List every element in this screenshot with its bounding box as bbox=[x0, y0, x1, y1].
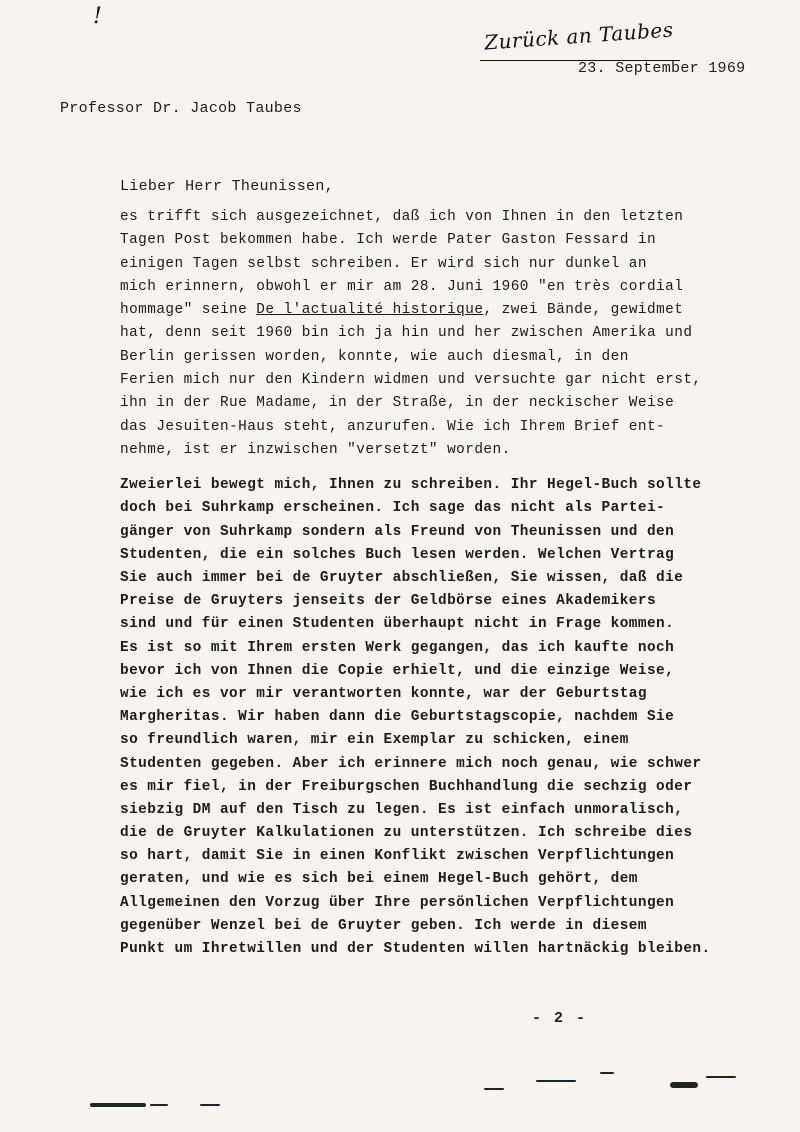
text-line: wie ich es vor mir verantworten konnte, war der Geburtstag bbox=[120, 685, 647, 702]
text-line: so hart, damit Sie in einen Konflikt zwischen Verpflichtungen bbox=[120, 848, 675, 865]
text-line: mich erinnern, obwohl er mir am 28. Juni 1960 "en très cordial bbox=[120, 278, 684, 295]
text-line: hat, denn seit 1960 bin ich ja hin und her zwischen Amerika und bbox=[120, 325, 693, 342]
text-line: Berlin gerissen worden, konnte, wie auch diesmal, in den bbox=[120, 348, 629, 365]
text-line: einigen Tagen selbst schreiben. Er wird sich nur dunkel an bbox=[120, 255, 647, 272]
salutation: Lieber Herr Theunissen, bbox=[120, 178, 334, 195]
text-line: die de Gruyter Kalkulationen zu unterstützen. Ich schreibe dies bbox=[120, 825, 693, 842]
text-line: geraten, und wie es sich bei einem Hegel-Buch gehört, dem bbox=[120, 871, 638, 888]
text-line: bevor ich von Ihnen die Copie erhielt, und die einzige Weise, bbox=[120, 662, 675, 679]
text-line bbox=[120, 299, 760, 322]
ink-smudge bbox=[536, 1080, 576, 1082]
text-line: doch bei Suhrkamp erscheinen. Ich sage das nicht als Partei- bbox=[120, 500, 666, 517]
book-title: De l'actualité historique bbox=[256, 302, 484, 319]
ink-smudge bbox=[670, 1082, 698, 1088]
paragraph bbox=[120, 206, 760, 462]
text-line: Preise de Gruyters jenseits der Geldbörse eines Akademikers bbox=[120, 593, 657, 610]
ink-smudge bbox=[600, 1072, 614, 1074]
text-line: das Jesuiten-Haus steht, anzurufen. Wie ich Ihrem Brief ent- bbox=[120, 418, 666, 435]
text-line: Studenten gegeben. Aber ich erinnere mich noch genau, wie schwer bbox=[120, 755, 702, 772]
page-number: - 2 - bbox=[532, 1010, 588, 1027]
text-line: Zweierlei bewegt mich, Ihnen zu schreiben. Ihr Hegel-Buch sollte bbox=[120, 477, 702, 494]
text-line: siebzig DM auf den Tisch zu legen. Es ist einfach unmoralisch, bbox=[120, 801, 684, 818]
text-line: Sie auch immer bei de Gruyter abschließen, Sie wissen, daß die bbox=[120, 570, 684, 587]
text-line: sind und für einen Studenten überhaupt nicht in Frage kommen. bbox=[120, 616, 675, 633]
recipient-line: Professor Dr. Jacob Taubes bbox=[60, 100, 302, 117]
text-line: Punkt um Ihretwillen und der Studenten willen hartnäckig bleiben. bbox=[120, 941, 711, 958]
margin-mark: ! bbox=[93, 4, 102, 29]
ink-smudge bbox=[200, 1104, 220, 1106]
letter-date: 23. September 1969 bbox=[578, 60, 746, 77]
text-line: Allgemeinen den Vorzug über Ihre persönlichen Verpflichtungen bbox=[120, 894, 675, 911]
text-line: nehme, ist er inzwischen "versetzt" worden. bbox=[120, 441, 511, 458]
text-line: Margheritas. Wir haben dann die Geburtstagscopie, nachdem Sie bbox=[120, 709, 675, 726]
text-line: gegenüber Wenzel bei de Gruyter geben. Ich werde in diesem bbox=[120, 917, 647, 934]
text-line: Studenten, die ein solches Buch lesen werden. Welchen Vertrag bbox=[120, 546, 675, 563]
text-line: gänger von Suhrkamp sondern als Freund von Theunissen und den bbox=[120, 523, 675, 540]
text-segment: , zwei Bände, gewidmet bbox=[483, 302, 684, 319]
text-line: ihn in der Rue Madame, in der Straße, in der neckischer Weise bbox=[120, 395, 675, 412]
paragraph bbox=[120, 474, 760, 961]
handwritten-note: Zurück an Taubes bbox=[483, 17, 675, 55]
text-line: Ferien mich nur den Kindern widmen und versuchte gar nicht erst, bbox=[120, 372, 702, 389]
text-line: es trifft sich ausgezeichnet, daß ich von Ihnen in den letzten bbox=[120, 209, 684, 225]
text-line: so freundlich waren, mir ein Exemplar zu schicken, einem bbox=[120, 732, 629, 749]
ink-smudge bbox=[484, 1088, 504, 1090]
letter-body bbox=[120, 206, 760, 973]
ink-smudge bbox=[150, 1104, 168, 1106]
ink-smudge bbox=[706, 1076, 736, 1078]
ink-smudge bbox=[90, 1103, 146, 1107]
text-line: Es ist so mit Ihrem ersten Werk gegangen, das ich kaufte noch bbox=[120, 639, 675, 656]
text-line: es mir fiel, in der Freiburgschen Buchhandlung die sechzig oder bbox=[120, 778, 693, 795]
text-line: Tagen Post bekommen habe. Ich werde Pater Gaston Fessard in bbox=[120, 232, 657, 249]
text-segment: hommage" seine bbox=[120, 302, 257, 319]
